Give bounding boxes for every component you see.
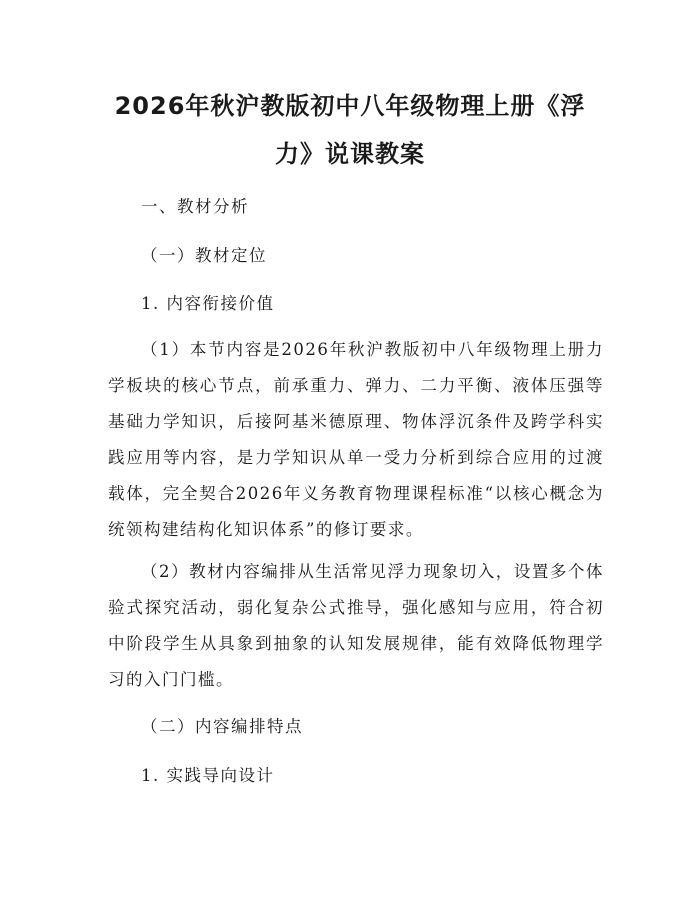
subsection-heading-textbook-positioning: （一）教材定位 [141,246,267,265]
paragraph-content-connection: （1）本节内容是2026年秋沪教版初中八年级物理上册力学板块的核心节点，前承重力、弹力、二力平衡、液体压强等基础力学知识，后接阿基米德原理、物体浮沉条件及跨学科实践应用等内容，是力学知识从单一受力分析到综合应用的过渡载体，完全契合2026年义务教育物理课程标准“以核心概念为统领构建结构化知识体系”的修订要求。 [108,340,604,539]
section-heading-textbook-analysis: 一、教材分析 [141,197,249,216]
document-title-line-1: 2026年秋沪教版初中八年级物理上册《浮 [114,92,586,120]
paragraph-textbook-layout: （2）教材内容编排从生活常见浮力现象切入，设置多个体验式探究活动，弱化复杂公式推导，强化感知与应用，符合初中阶段学生从具象到抽象的认知发展规律，能有效降低物理学习的入门门槛。 [108,562,604,689]
item-heading-content-connection: 1. 内容衔接价值 [141,294,275,313]
subsection-heading-content-features: （二）内容编排特点 [141,717,303,736]
item-heading-practice-design: 1. 实践导向设计 [141,766,275,785]
document-title-line-2: 力》说课教案 [275,140,425,168]
